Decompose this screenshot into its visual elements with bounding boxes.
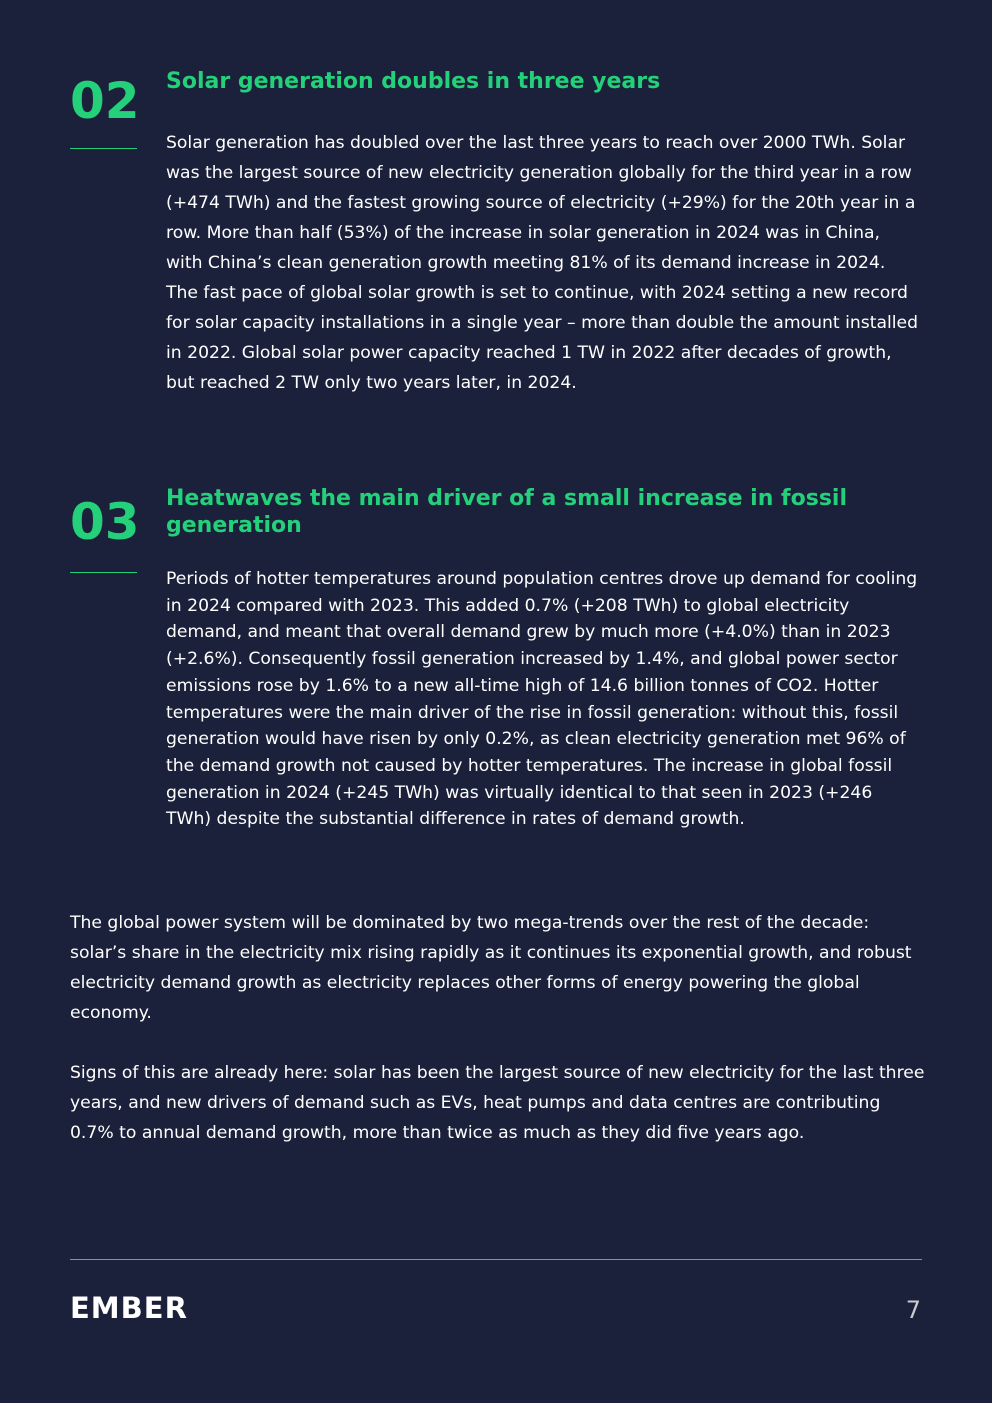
section-number: 03 xyxy=(70,493,140,551)
section-divider xyxy=(70,572,137,573)
section-body: Solar generation has doubled over the last three years to reach over 2000 TWh. Solar was the largest source of new electricity generation globally for the third year in a row (+474 TWh) and the fastest growing source of electricity (+29%) for the 20th year in a row. More than half (53%) of the increase in solar generation in 2024 was in China, with China’s clean generation growth meeting 81% of its demand increase in 2024. The fast pace of global solar growth is set to continue, with 2024 setting a new record for solar capacity installations in a single year – more than double the amount installed in 2022. Global solar power capacity reached 1 TW in 2022 after decades of growth, but reached 2 TW only two years later, in 2024. xyxy=(166,133,919,393)
body-paragraph: The global power system will be dominated by two mega-trends over the rest of the decade: solar’s share in the electricity mix rising rapidly as it continues its exponential growth, and robust electricity demand growth as electricity replaces other forms of energy powering the global economy. xyxy=(70,913,912,1023)
ember-logo xyxy=(70,1293,188,1323)
logo-wordmark: EMBER xyxy=(70,1291,188,1325)
body-paragraph: Signs of this are already here: solar has been the largest source of new electricity for the last three years, and new drivers of demand such as EVs, heat pumps and data centres are contributing 0.7% to annual demand growth, more than twice as much as they did five years ago. xyxy=(70,1063,925,1143)
section-title: Heatwaves the main driver of a small increase in fossil generation xyxy=(166,486,847,538)
section-body: Periods of hotter temperatures around population centres drove up demand for cooling in 2024 compared with 2023. This added 0.7% (+208 TWh) to global electricity demand, and meant that overall demand grew by much more (+4.0%) than in 2023 (+2.6%). Consequently fossil generation increased by 1.4%, and global power sector emissions rose by 1.6% to a new all-time high of 14.6 billion tonnes of CO2. Hotter temperatures were the main driver of the rise in fossil generation: without this, fossil generation would have risen by only 0.2%, as clean electricity generation met 96% of the demand growth not caused by hotter temperatures. The increase in global fossil generation in 2024 (+245 TWh) was virtually identical to that seen in 2023 (+246 TWh) despite the substantial difference in rates of demand growth. xyxy=(166,569,918,830)
page-number: 7 xyxy=(905,1296,921,1324)
footer-divider xyxy=(70,1259,922,1260)
section-number: 02 xyxy=(70,72,140,130)
section-title: Solar generation doubles in three years xyxy=(166,69,661,94)
